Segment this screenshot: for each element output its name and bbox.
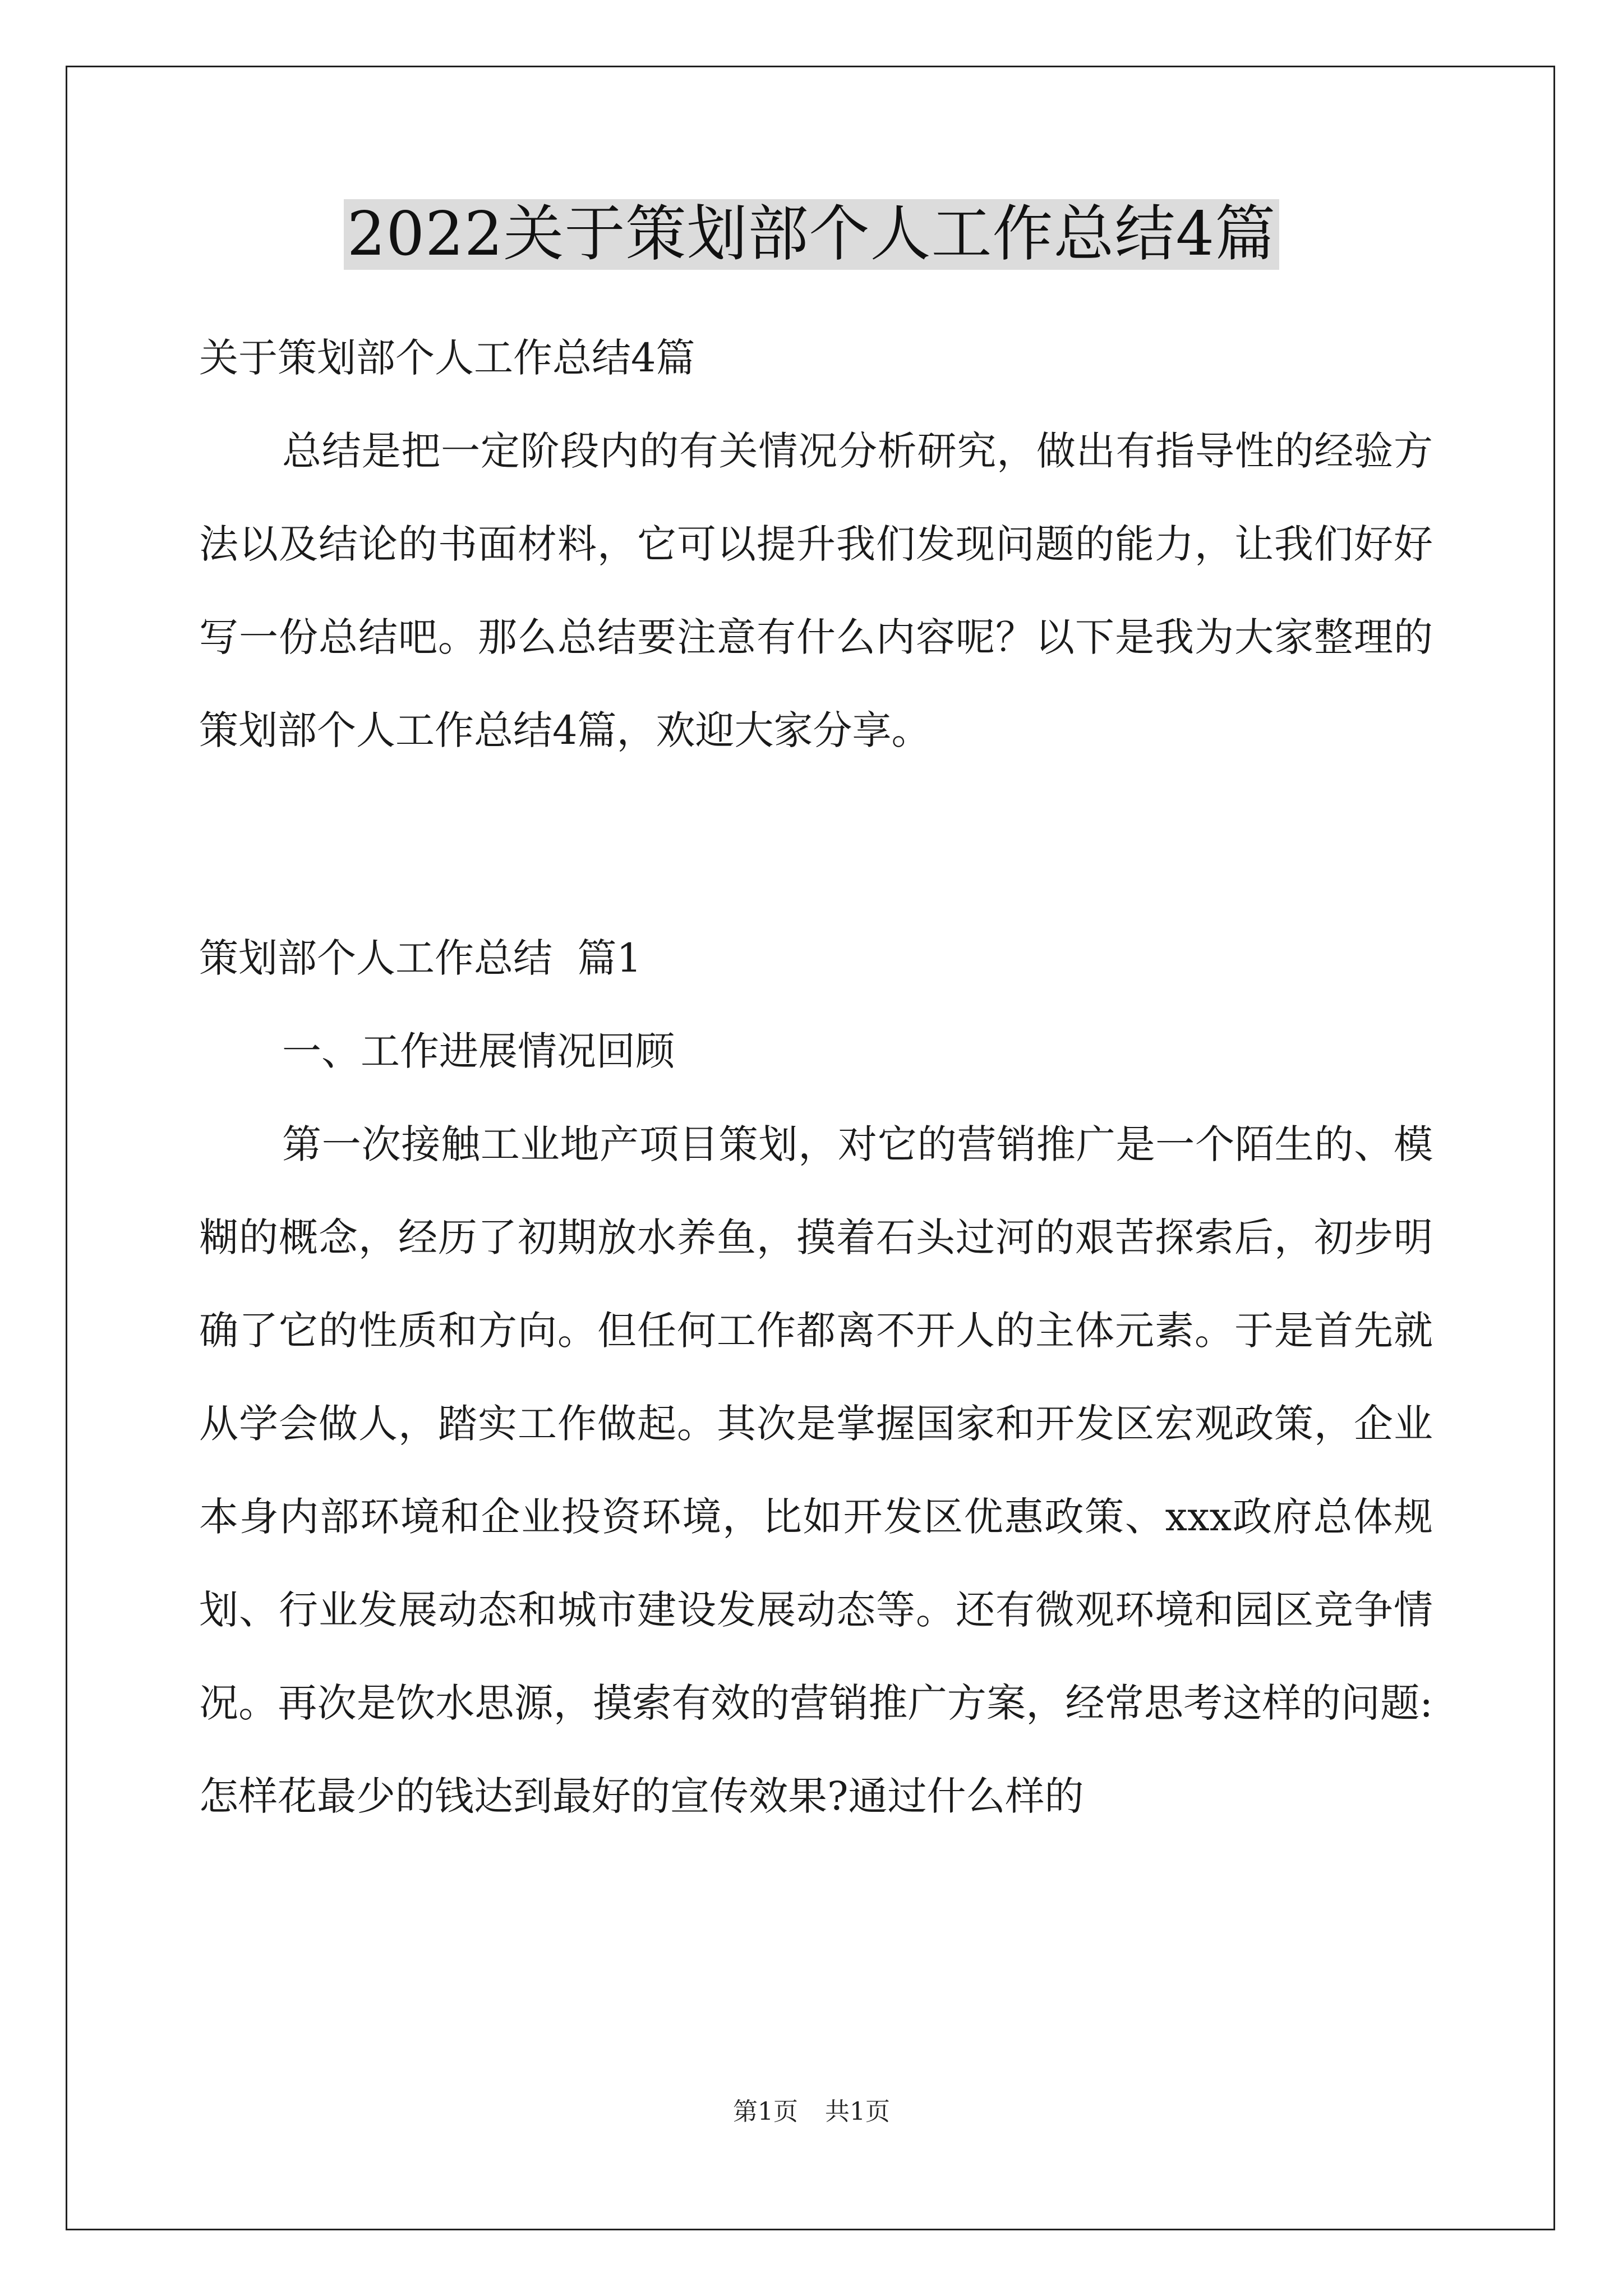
body-paragraph: 第一次接触工业地产项目策划，对它的营销推广是一个陌生的、模糊的概念，经历了初期放水养鱼，摸着石头过河的艰苦探索后，初步明确了它的性质和方向。但任何工作都离不开人的主体元素。于是首先就从学会做人，踏实工作做起。其次是掌握国家和开发区宏观政策，企业本身内部环境和企业投资环境，比如开发区优惠政策、xxx政府总体规划、行业发展动态和城市建设发展动态等。还有微观环境和园区竞争情况。再次是饮水思源，摸索有效的营销推广方案，经常思考这样的问题: 怎样花最少的钱达到最好的宣传效果?通过什么样的 xyxy=(199,1121,1433,1819)
section-heading: 策划部个人工作总结 篇1 xyxy=(199,935,642,981)
document-body xyxy=(199,311,1433,1843)
page-footer xyxy=(0,2096,1623,2128)
document-title: 2022关于策划部个人工作总结4篇 xyxy=(344,199,1280,270)
document-subtitle: 关于策划部个人工作总结4篇 xyxy=(199,335,695,381)
page-total: 共1页 xyxy=(825,2097,890,2126)
subheading: 一、工作进展情况回顾 xyxy=(282,1028,675,1074)
intro-paragraph: 总结是把一定阶段内的有关情况分析研究，做出有指导性的经验方法以及结论的书面材料，它可以提升我们发现问题的能力，让我们好好写一份总结吧。那么总结要注意有什么内容呢？以下是我为大家整理的策划部个人工作总结4篇，欢迎大家分享。 xyxy=(199,428,1433,753)
page-number: 第1页 xyxy=(733,2097,798,2126)
title-container xyxy=(0,199,1623,270)
